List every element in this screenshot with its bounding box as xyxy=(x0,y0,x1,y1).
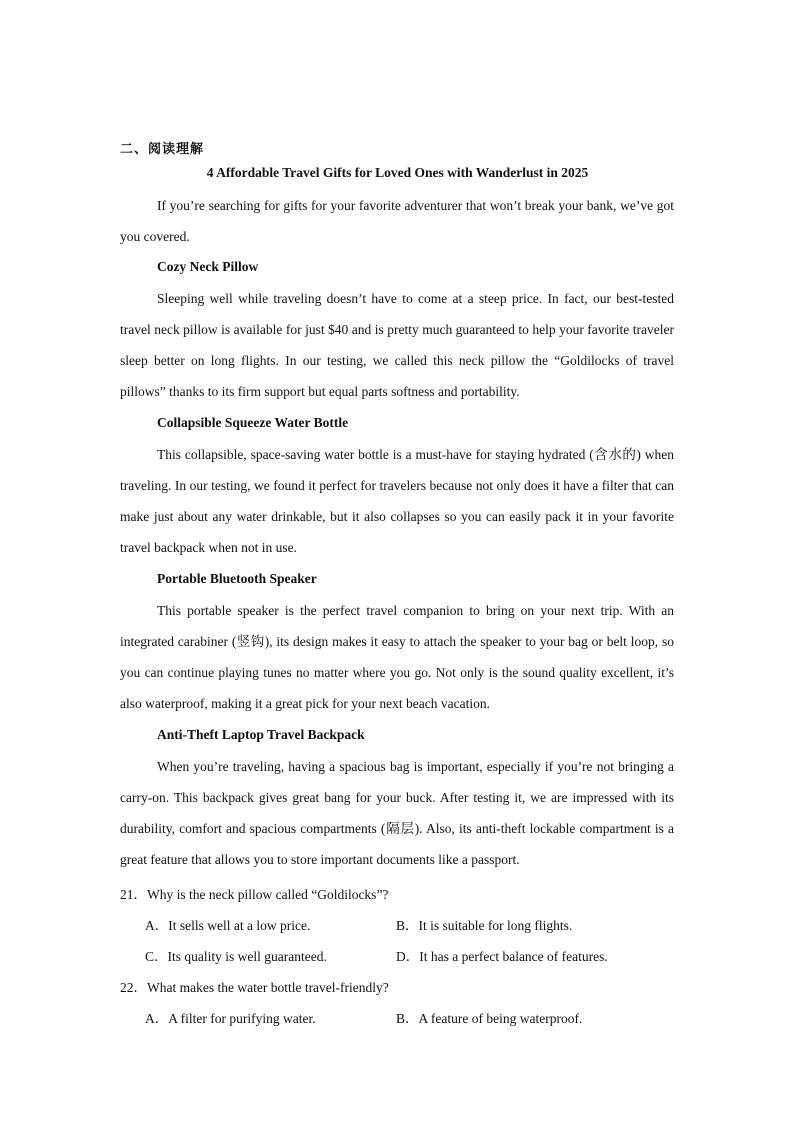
item-heading-neck-pillow: Cozy Neck Pillow xyxy=(157,259,259,274)
question-21-stem: 21．Why is the neck pillow called “Goldilocks”? xyxy=(120,887,389,902)
question-22-option-a: A．A filter for purifying water. xyxy=(145,1011,316,1026)
question-21-option-b: B．It is suitable for long flights. xyxy=(396,918,573,933)
item-body-neck-pillow: Sleeping well while traveling doesn’t have to come at a steep price. In fact, our best-tested travel neck pillow is available for just $40 and is pretty much guaranteed to help your favorite traveler sleep better on long flights. In our testing, we called this neck pillow the “Goldilocks of travel pillows” thanks to its firm support but equal parts softness and portability. xyxy=(120,291,674,399)
intro-paragraph: If you’re searching for gifts for your favorite adventurer that won’t break your bank, we’ve got you covered. xyxy=(120,198,674,244)
question-21-option-a: A．It sells well at a low price. xyxy=(145,918,311,933)
article-title: 4 Affordable Travel Gifts for Loved Ones with Wanderlust in 2025 xyxy=(206,165,589,180)
item-heading-water-bottle: Collapsible Squeeze Water Bottle xyxy=(157,415,349,430)
item-body-water-bottle: This collapsible, space-saving water bottle is a must-have for staying hydrated (含水的) when traveling. In our testing, we found it perfect for travelers because not only does it have a filter that can make just about any water drinkable, but it also collapses so you can easily pack it in your favorite travel backpack when not in use. xyxy=(120,447,674,555)
item-heading-backpack: Anti-Theft Laptop Travel Backpack xyxy=(157,727,365,742)
question-21-option-c: C．Its quality is well guaranteed. xyxy=(145,949,327,964)
question-22-stem: 22．What makes the water bottle travel-friendly? xyxy=(120,980,389,995)
question-21-option-d: D．It has a perfect balance of features. xyxy=(396,949,608,964)
item-body-backpack: When you’re traveling, having a spacious bag is important, especially if you’re not bringing a carry-on. This backpack gives great bang for your buck. After testing it, we are impressed with its durability, comfort and spacious compartments (隔层). Also, its anti-theft lockable compartment is a great feature that allows you to store important documents like a passport. xyxy=(120,759,674,867)
section-heading: 二、阅读理解 xyxy=(120,141,205,156)
item-heading-speaker: Portable Bluetooth Speaker xyxy=(157,571,317,586)
question-22-option-b: B．A feature of being waterproof. xyxy=(396,1011,583,1026)
item-body-speaker: This portable speaker is the perfect travel companion to bring on your next trip. With an integrated carabiner (竖钩), its design makes it easy to attach the speaker to your bag or belt loop, so you can continue playing tunes no matter where you go. Not only is the sound quality excellent, it’s also waterproof, making it a great pick for your next beach vacation. xyxy=(120,603,674,711)
